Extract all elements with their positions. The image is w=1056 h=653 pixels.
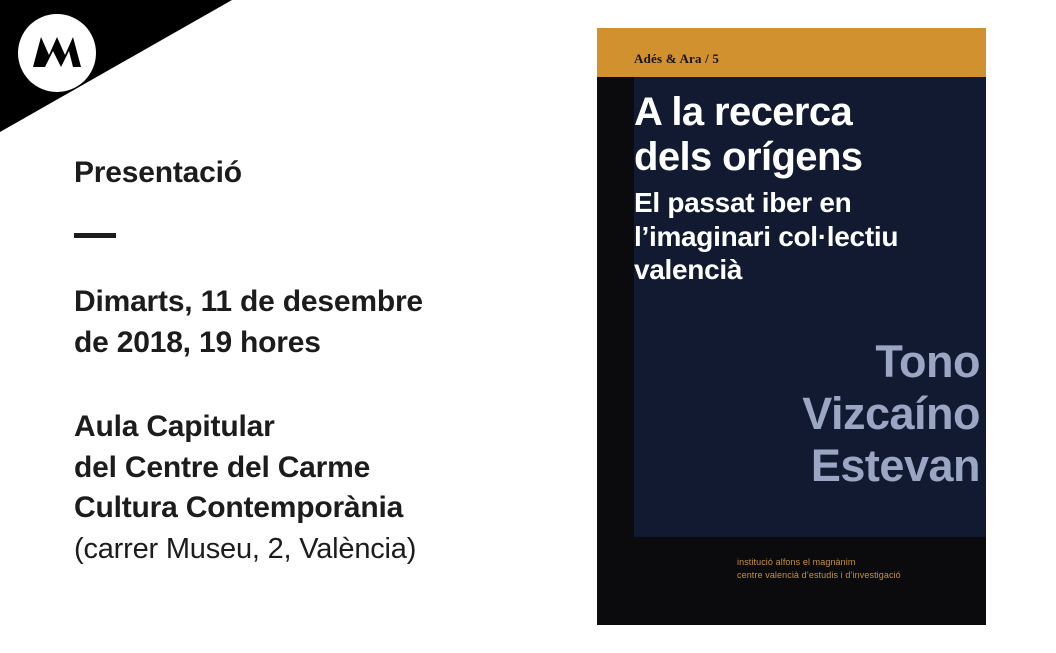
event-details	[74, 156, 544, 568]
cover-author	[610, 336, 980, 493]
title-divider	[74, 233, 116, 238]
cover-subtitle-line-1: El passat iber en	[634, 187, 852, 218]
cover-publisher-line-2: centre valencià d’estudis i d’investigació	[737, 570, 901, 581]
page-title: Presentació	[74, 156, 242, 189]
book-cover	[597, 28, 986, 625]
cover-series-label: Adés & Ara / 5	[634, 51, 720, 66]
cover-title-line-2: dels orígens	[634, 134, 863, 179]
m-monogram-logo-icon	[18, 14, 96, 92]
cover-subtitle-line-3: valencià	[634, 254, 743, 286]
event-date-line-1: Dimarts, 11 de desembre	[74, 285, 423, 318]
event-venue-line-2: del Centre del Carme	[74, 450, 371, 484]
event-venue	[74, 407, 544, 568]
event-venue-line-3: Cultura Contemporània	[74, 491, 404, 524]
event-address: (carrer Museu, 2, València)	[74, 532, 417, 565]
event-venue-line-1: Aula Capitular	[74, 410, 275, 443]
cover-author-line-2: Vizcaíno	[802, 388, 980, 440]
cover-author-line-1: Tono	[875, 336, 980, 387]
cover-subtitle	[634, 186, 979, 287]
cover-title	[634, 90, 979, 180]
cover-publisher	[737, 556, 901, 582]
cover-author-line-3: Estevan	[810, 440, 980, 492]
event-date	[74, 282, 544, 363]
cover-publisher-line-1: institució alfons el magnànim	[737, 557, 856, 567]
cover-title-line-1: A la recerca	[634, 90, 853, 134]
event-date-line-2: de 2018, 19 hores	[74, 325, 321, 359]
cover-subtitle-line-2: l’imaginari col·lectiu	[634, 220, 899, 252]
